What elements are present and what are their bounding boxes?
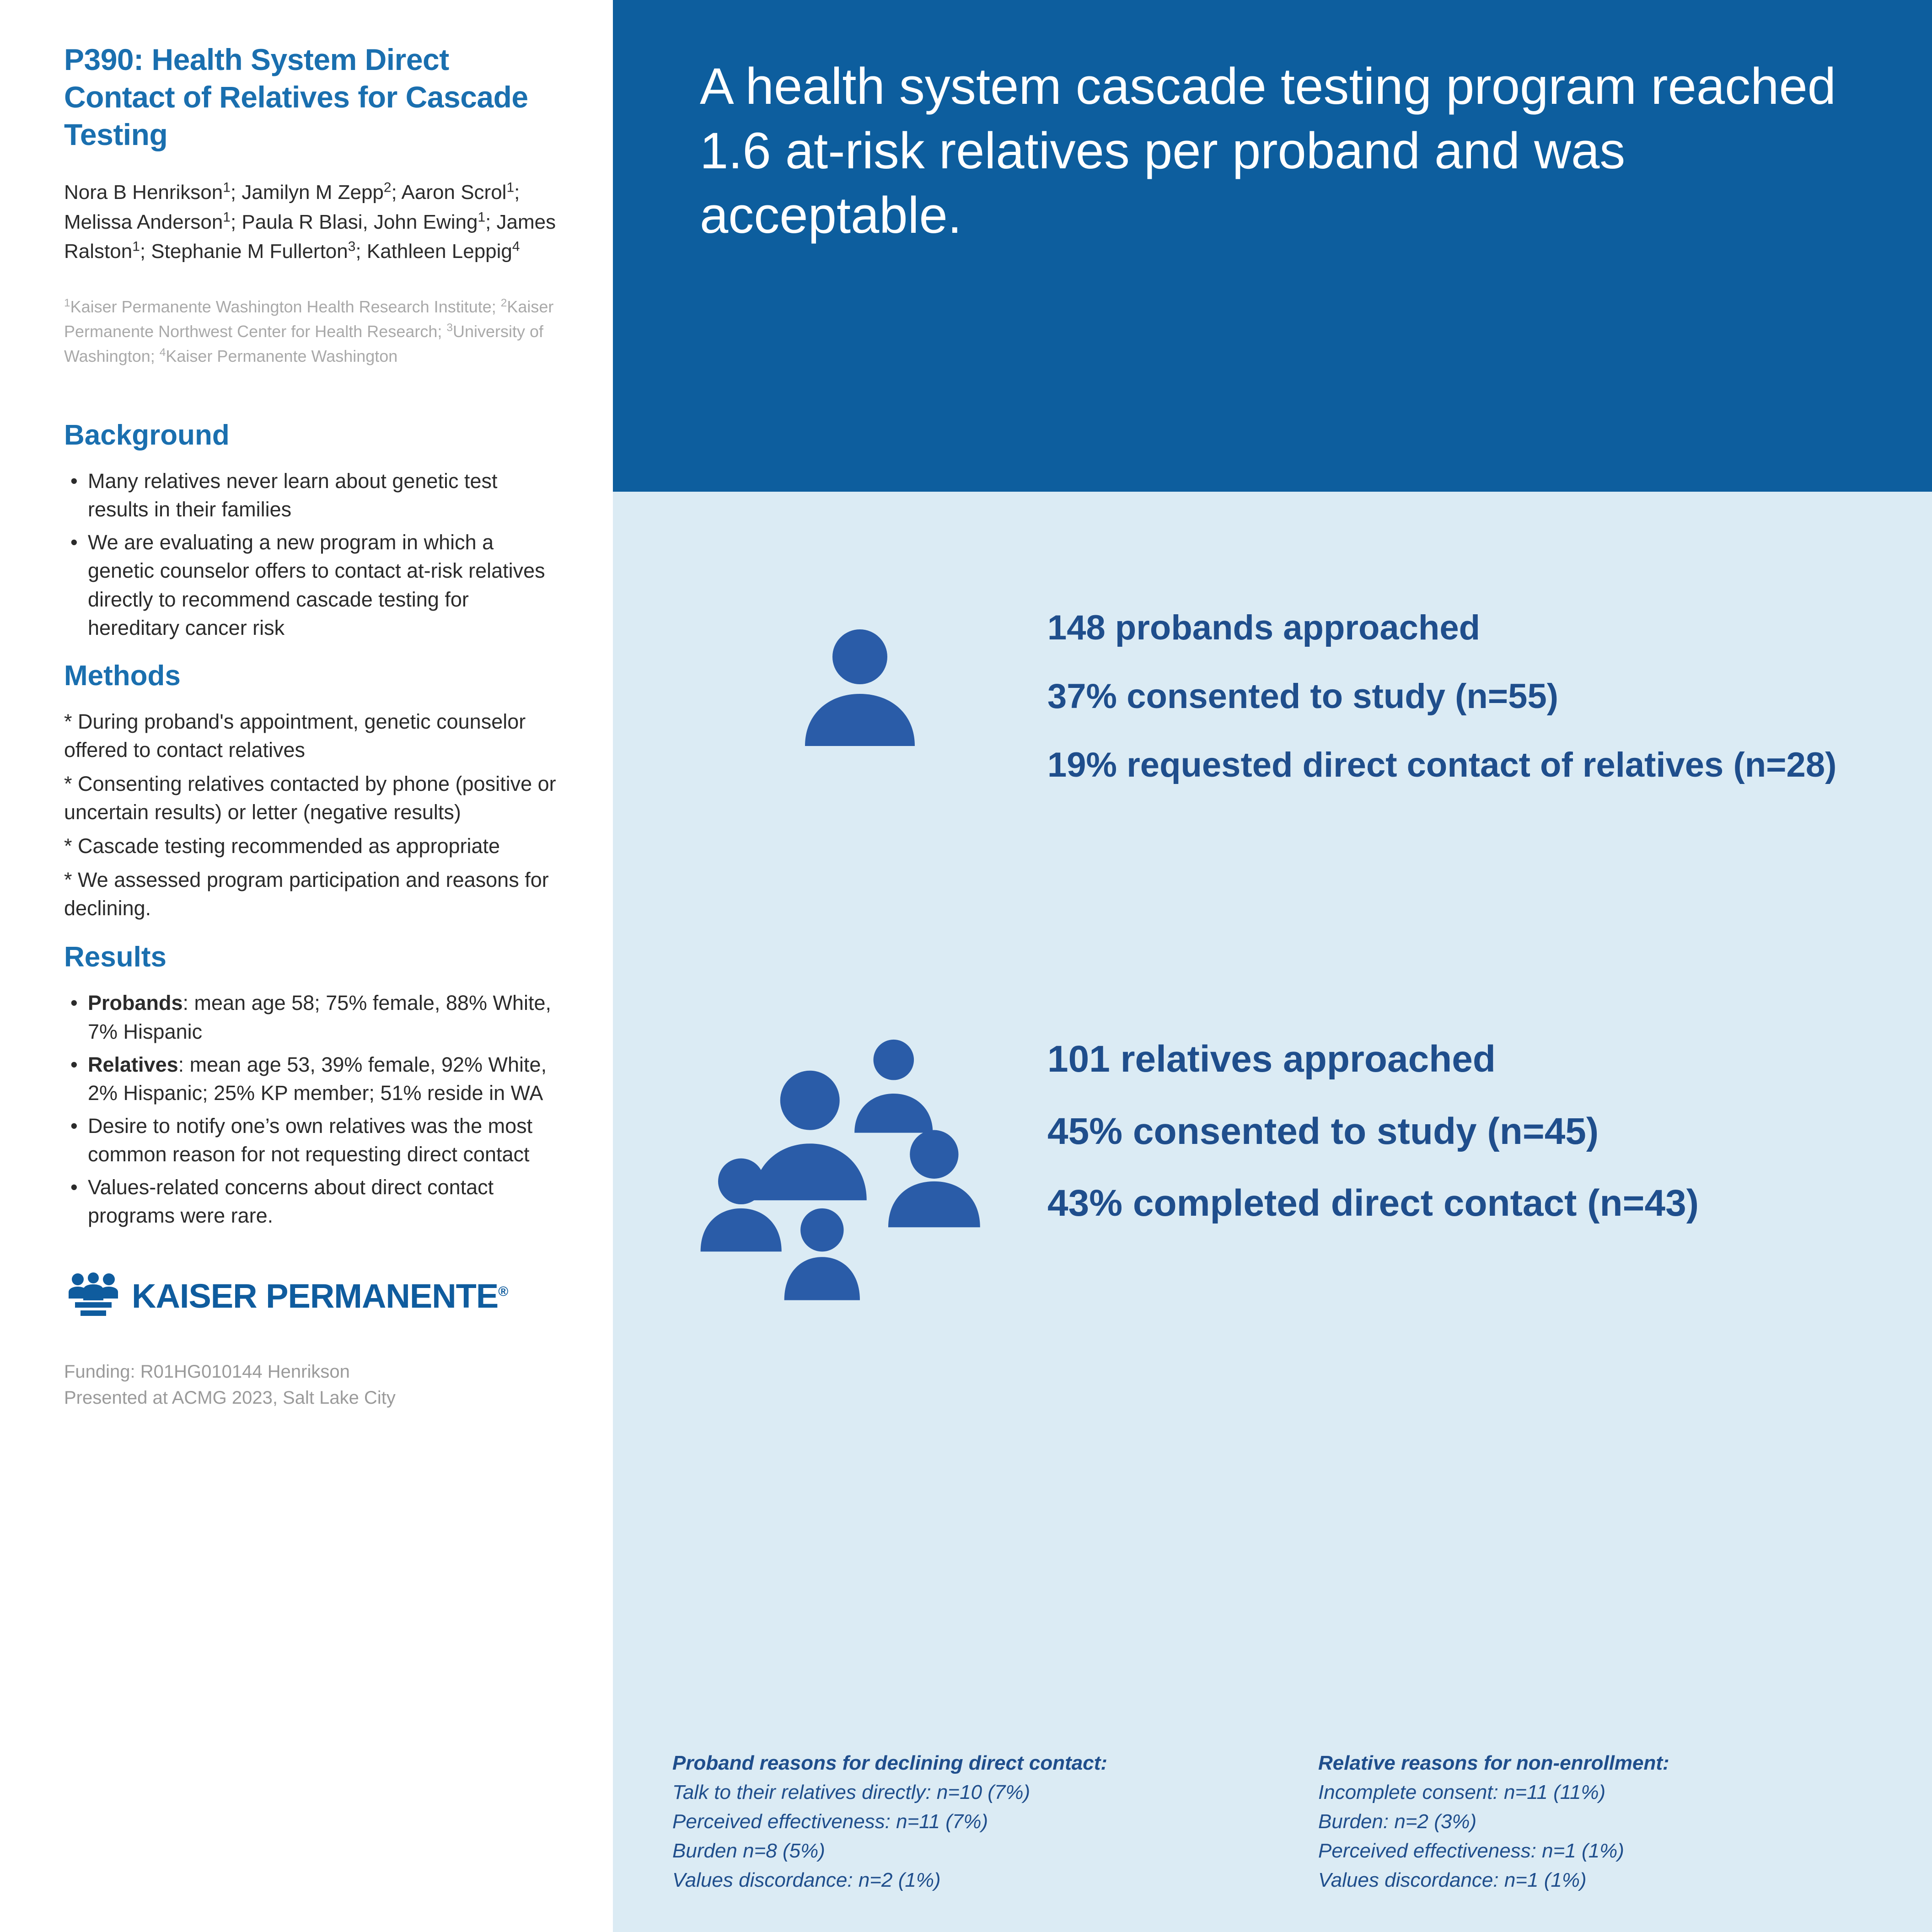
- group-of-people-icon: [700, 1036, 1020, 1319]
- proband-decline-reasons: [672, 1750, 1227, 1896]
- funding-line-1: Funding: R01HG010144 Henrikson: [64, 1362, 350, 1382]
- footnote-line: Talk to their relatives directly: n=10 (7%): [672, 1781, 1030, 1803]
- list-item: * Cascade testing recommended as appropriate: [64, 834, 500, 858]
- kaiser-permanente-logo: [67, 1272, 563, 1320]
- stat-line: 43% completed direct contact (n=43): [1047, 1182, 1699, 1224]
- stat-line: 19% requested direct contact of relatives (n=28): [1047, 745, 1837, 784]
- proband-stat-block: [672, 492, 1873, 811]
- footnote-line: Burden: n=2 (3%): [1318, 1810, 1477, 1833]
- section-heading-background: Background: [64, 419, 230, 451]
- relative-nonenrollment-reasons: [1227, 1750, 1873, 1896]
- list-item: • Many relatives never learn about genetic test results in their families: [88, 467, 563, 524]
- kaiser-permanente-mark-icon: [67, 1272, 120, 1320]
- proband-stats: [1047, 606, 1873, 811]
- relatives-icon-cell: [672, 1036, 1047, 1319]
- footnote-title: Proband reasons for declining direct contact:: [672, 1751, 1108, 1774]
- section-heading-results: Results: [64, 941, 166, 973]
- section-heading-methods: Methods: [64, 660, 181, 692]
- results-list: [64, 989, 563, 1230]
- proband-icon-cell: [672, 606, 1047, 757]
- list-item: • Probands: mean age 58; 75% female, 88% White, 7% Hispanic: [88, 989, 563, 1046]
- author-list: Nora B Henrikson$^1$; Jamilyn M Zepp$^2$; Aaron Scrol$^1$; Melissa Anderson$^1$; Paula R Blasi, John Ewing$^1$; James Ralston$^1$; Stephanie M Fullerton$^3$; Kathleen Leppig$^4$: [64, 180, 556, 263]
- funding-note: [64, 1359, 563, 1411]
- footnote-line: Values discordance: n=1 (1%): [1318, 1868, 1587, 1891]
- kaiser-permanente-wordmark: [132, 1277, 508, 1315]
- relative-stats: [1047, 1036, 1873, 1251]
- footnote-line: Incomplete consent: n=11 (11%): [1318, 1781, 1606, 1803]
- background-list: [64, 467, 563, 642]
- left-column: [0, 0, 613, 1932]
- results-panel: [613, 492, 1932, 1932]
- funding-line-2: Presented at ACMG 2023, Salt Lake City: [64, 1387, 396, 1408]
- stat-line: 45% consented to study (n=45): [1047, 1110, 1599, 1152]
- stat-line: 148 probands approached: [1047, 608, 1481, 647]
- banner-headline: A health system cascade testing program reached 1.6 at-risk relatives per proband and was acceptable.: [700, 58, 1836, 244]
- list-item: • Relatives: mean age 53, 39% female, 92% White, 2% Hispanic; 25% KP member; 51% reside in WA: [88, 1051, 563, 1107]
- relative-stat-block: [672, 811, 1873, 1319]
- person-icon: [791, 620, 928, 757]
- footnote-title: Relative reasons for non-enrollment:: [1318, 1751, 1669, 1774]
- footnote-line: Values discordance: n=2 (1%): [672, 1868, 941, 1891]
- list-item: * During proband's appointment, genetic counselor offered to contact relatives: [64, 709, 526, 762]
- footnote-line: Burden n=8 (5%): [672, 1839, 825, 1862]
- list-item: * We assessed program participation and reasons for declining.: [64, 868, 549, 920]
- page-title: P390: Health System Direct Contact of Relatives for Cascade Testing: [64, 43, 528, 151]
- list-item: • Desire to notify one’s own relatives was the most common reason for not requesting direct contact: [88, 1112, 563, 1169]
- headline-banner: [613, 0, 1932, 492]
- registered-mark: ®: [498, 1284, 508, 1299]
- logo-text: KAISER PERMANENTE: [132, 1277, 499, 1315]
- footnote-line: Perceived effectiveness: n=1 (1%): [1318, 1839, 1624, 1862]
- stat-line: 37% consented to study (n=55): [1047, 676, 1559, 716]
- right-column: [613, 0, 1932, 1932]
- affiliation-list: $^1$Kaiser Permanente Washington Health Research Institute; $^2$Kaiser Permanente Northwest Center for Health Research; $^3$University of Washington; $^4$Kaiser Permanente Washington: [64, 297, 554, 366]
- footnotes: [672, 1750, 1873, 1896]
- footnote-line: Perceived effectiveness: n=11 (7%): [672, 1810, 988, 1833]
- list-item: • We are evaluating a new program in which a genetic counselor offers to contact at-risk relatives directly to recommend cascade testing for hereditary cancer risk: [88, 528, 563, 642]
- list-item: * Consenting relatives contacted by phone (positive or uncertain results) or letter (negative results): [64, 772, 556, 824]
- stat-line: 101 relatives approached: [1047, 1038, 1496, 1080]
- list-item: • Values-related concerns about direct contact programs were rare.: [88, 1173, 563, 1230]
- methods-list: [64, 708, 563, 923]
